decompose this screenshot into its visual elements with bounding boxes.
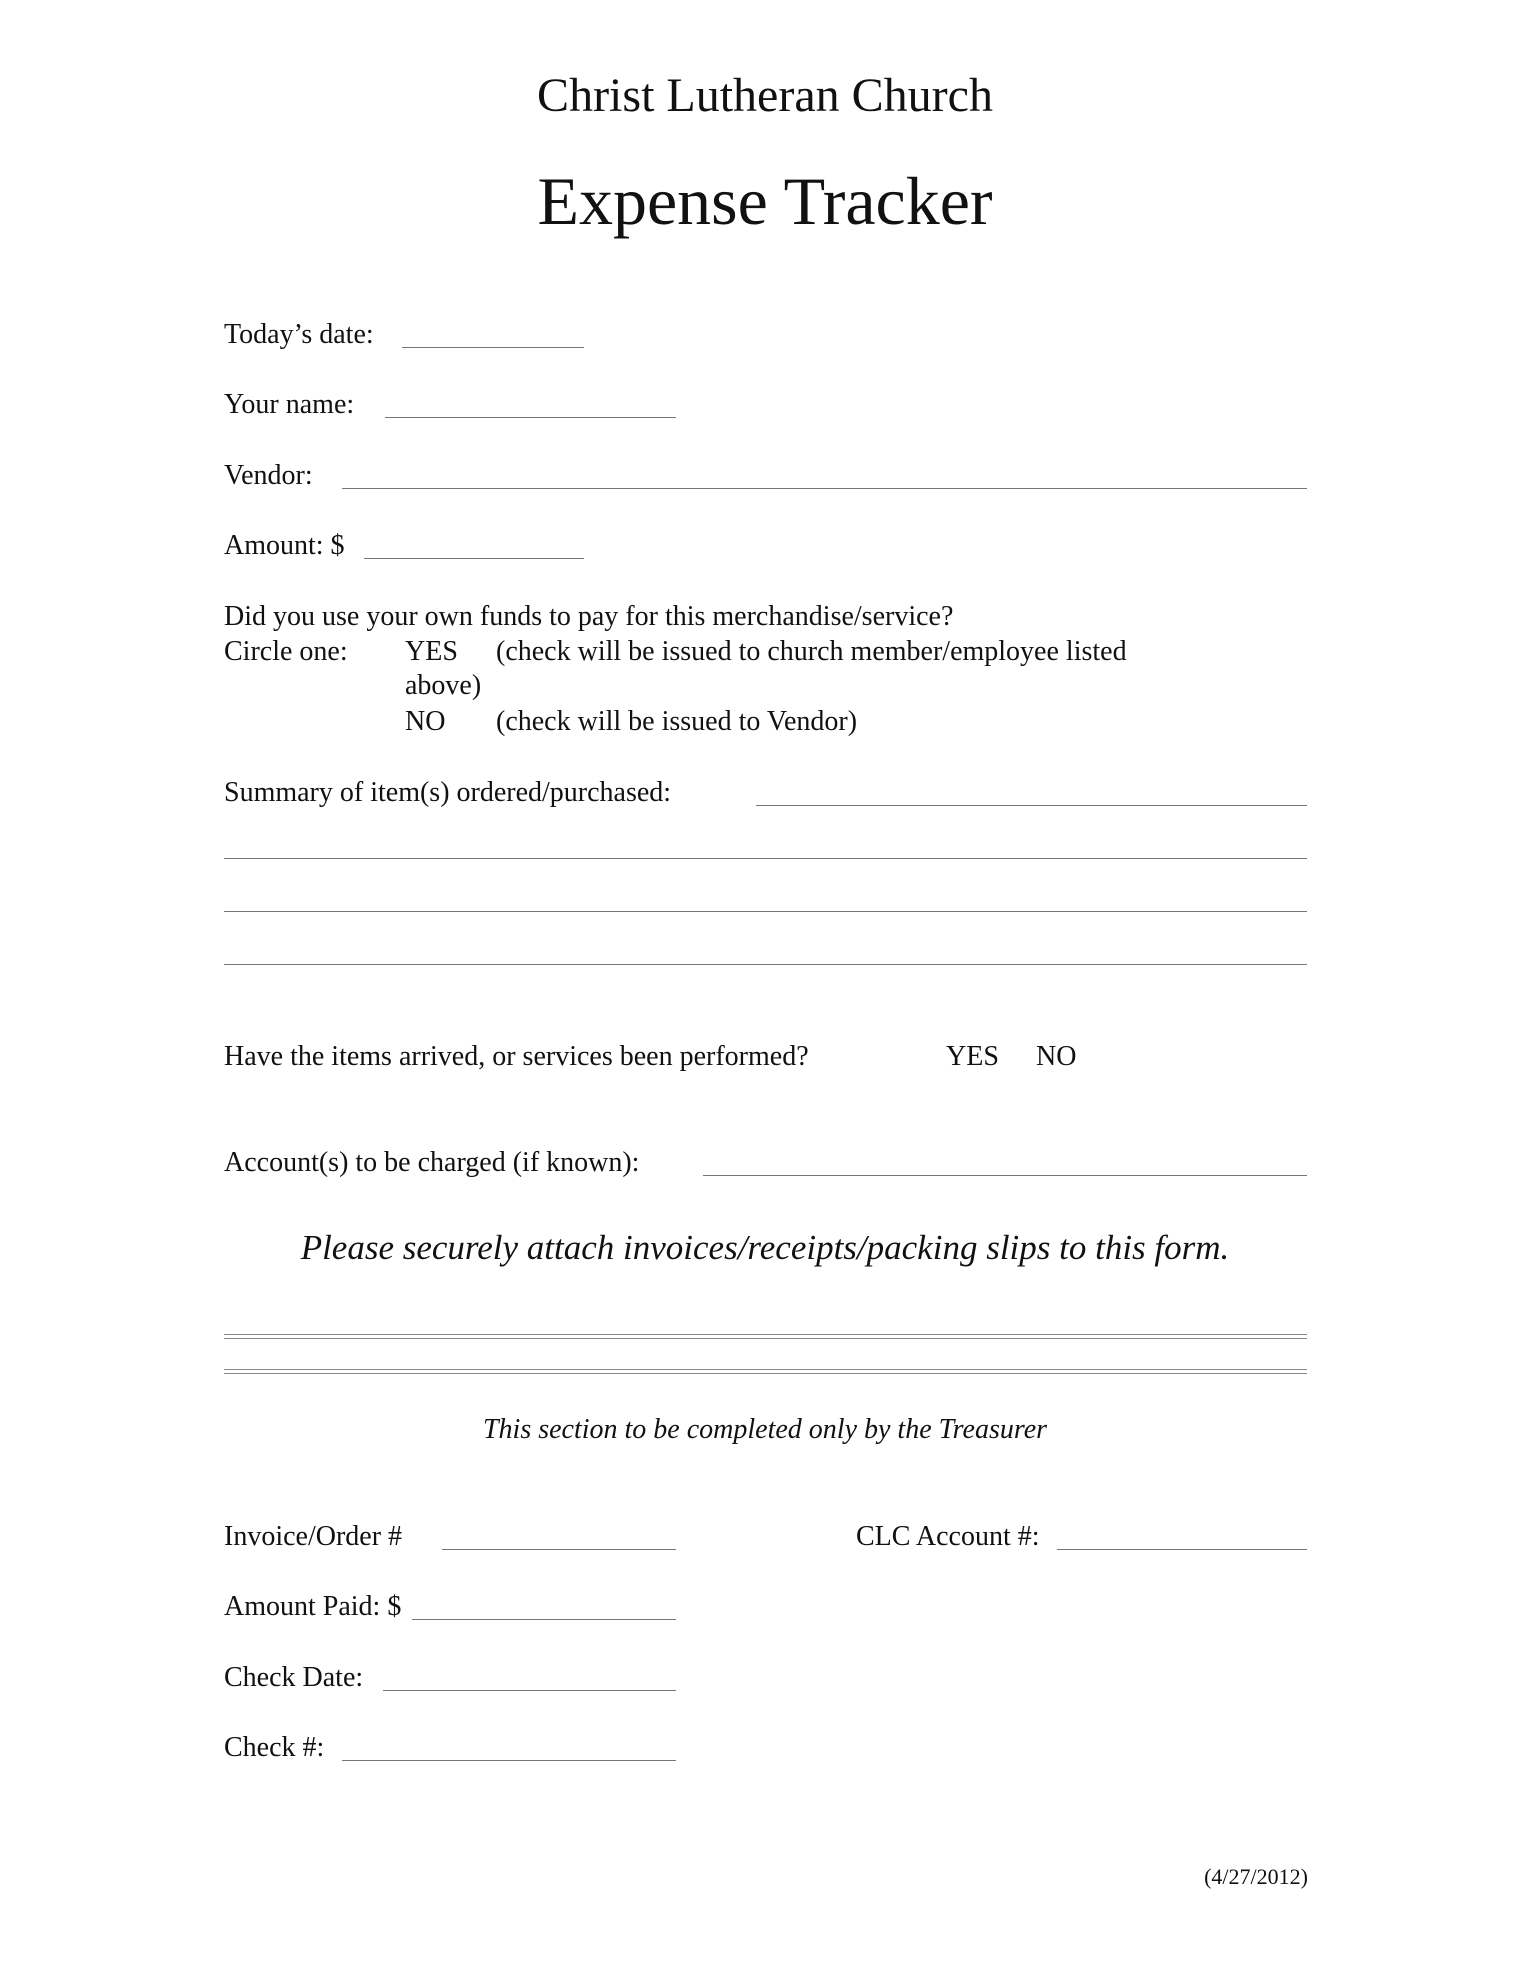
invoice-order-label: Invoice/Order # [224, 1521, 403, 1552]
amount-paid-field[interactable] [412, 1619, 676, 1620]
vendor-field[interactable] [342, 488, 1307, 489]
vendor-label: Vendor: [224, 460, 313, 491]
treasurer-section-heading: This section to be completed only by the Treasurer [482, 1414, 1048, 1445]
invoice-order-field[interactable] [442, 1549, 676, 1550]
summary-field-line-4[interactable] [224, 964, 1307, 965]
check-date-field[interactable] [383, 1690, 676, 1691]
own-funds-no-note: (check will be issued to Vendor) [496, 706, 858, 737]
check-date-label: Check Date: [224, 1662, 364, 1693]
arrived-yes-option[interactable]: YES [946, 1041, 999, 1072]
revision-date: (4/27/2012) [1204, 1864, 1308, 1889]
summary-field-line-2[interactable] [224, 858, 1307, 859]
arrived-question: Have the items arrived, or services been performed? [224, 1041, 809, 1072]
your-name-field[interactable] [385, 417, 676, 418]
check-number-label: Check #: [224, 1732, 325, 1763]
accounts-field[interactable] [703, 1175, 1307, 1176]
summary-field-line-1[interactable] [756, 805, 1307, 806]
divider-bottom [224, 1369, 1307, 1374]
clc-account-field[interactable] [1057, 1549, 1307, 1550]
own-funds-question: Did you use your own funds to pay for this merchandise/service? [224, 601, 954, 632]
clc-account-label: CLC Account #: [856, 1521, 1040, 1552]
divider-top [224, 1334, 1307, 1339]
amount-paid-label: Amount Paid: $ [224, 1591, 402, 1622]
organization-name: Christ Lutheran Church [537, 69, 993, 122]
todays-date-label: Today’s date: [224, 319, 374, 350]
your-name-label: Your name: [224, 389, 355, 420]
attach-notice: Please securely attach invoices/receipts/packing slips to this form. [300, 1228, 1230, 1267]
own-funds-yes-note: (check will be issued to church member/employee listed [496, 636, 1127, 667]
arrived-no-option[interactable]: NO [1036, 1041, 1077, 1072]
amount-field[interactable] [364, 558, 584, 559]
own-funds-no-option[interactable]: NO [405, 706, 446, 737]
summary-field-line-3[interactable] [224, 911, 1307, 912]
own-funds-yes-option[interactable]: YES [405, 636, 458, 667]
accounts-label: Account(s) to be charged (if known): [224, 1147, 640, 1178]
form-title: Expense Tracker [537, 163, 993, 239]
check-number-field[interactable] [342, 1760, 676, 1761]
own-funds-yes-note-continued: above) [405, 670, 482, 701]
circle-one-label: Circle one: [224, 636, 348, 667]
amount-label: Amount: $ [224, 530, 345, 561]
todays-date-field[interactable] [402, 347, 584, 348]
summary-label: Summary of item(s) ordered/purchased: [224, 777, 672, 808]
